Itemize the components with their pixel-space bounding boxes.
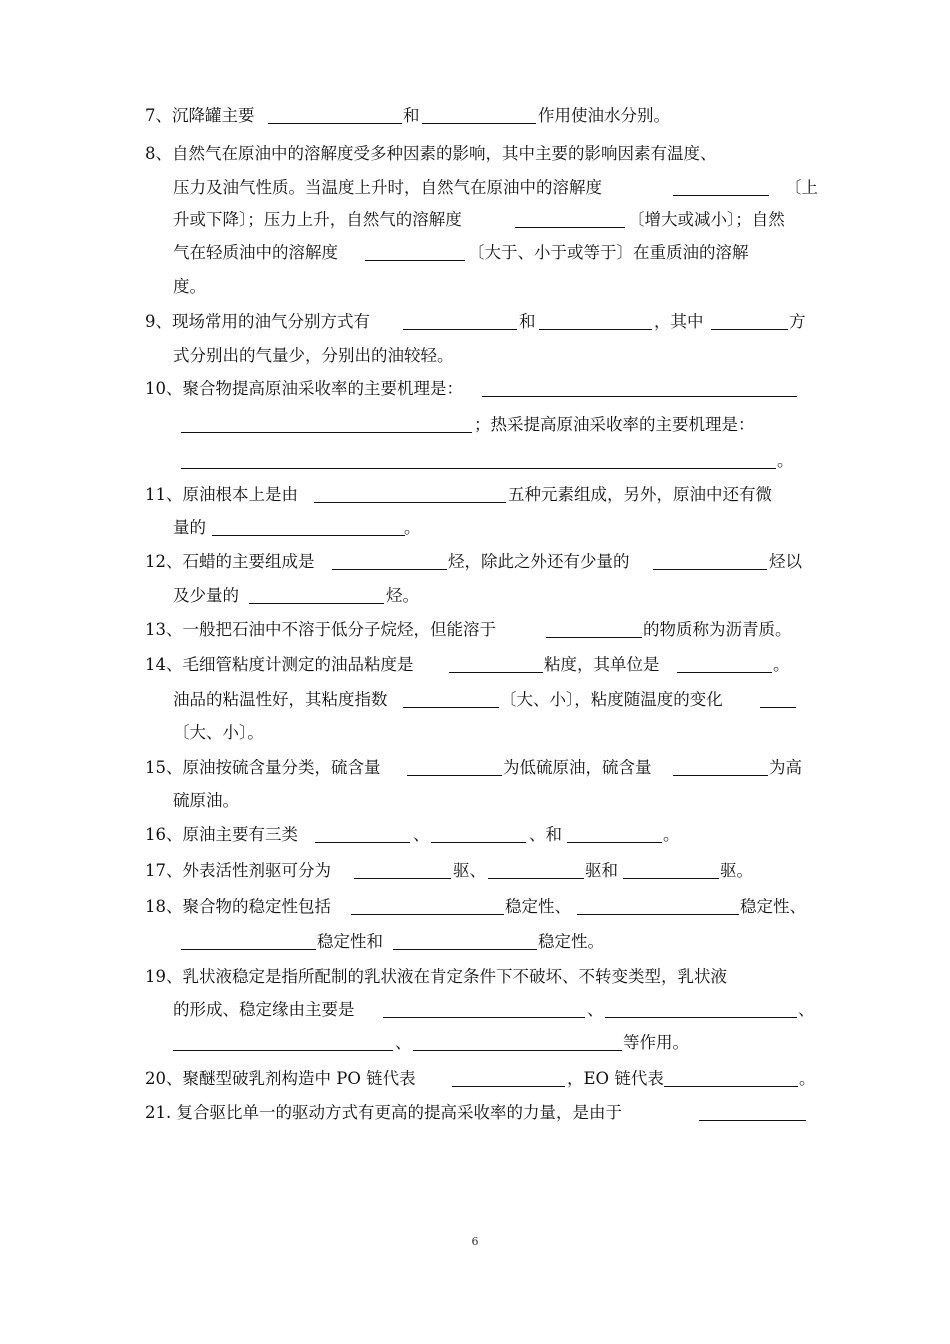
text-line: [0, 1028, 950, 1058]
answer-blank[interactable]: [403, 329, 517, 330]
answer-blank[interactable]: [422, 123, 536, 124]
answer-blank[interactable]: [383, 1017, 585, 1018]
text-line: [0, 1098, 950, 1128]
text-segment: 气在轻质油中的溶解度: [173, 243, 338, 262]
text-line: [0, 139, 950, 169]
text-segment: 式分别出的气量少，分别出的油较轻。: [173, 346, 454, 365]
text-segment: 稳定性、: [505, 897, 571, 916]
answer-blank[interactable]: [567, 842, 662, 843]
text-line: [0, 238, 950, 268]
text-segment: 稳定性。: [538, 932, 604, 951]
text-segment: 7、沉降罐主要: [145, 106, 255, 125]
text-line: [0, 101, 950, 131]
text-segment: 压力及油气性质。当温度上升时，自然气在原油中的溶解度: [173, 178, 602, 197]
text-line: [0, 307, 950, 337]
text-segment: 。: [799, 1069, 816, 1088]
text-segment: 。: [777, 451, 794, 470]
answer-blank[interactable]: [413, 1050, 622, 1051]
text-segment: 17、外表活性剂驱可分为: [145, 861, 331, 880]
answer-blank[interactable]: [249, 603, 384, 604]
text-line: [0, 685, 950, 715]
text-segment: 。: [404, 518, 421, 537]
text-line: [0, 856, 950, 886]
answer-blank[interactable]: [393, 949, 537, 950]
text-segment: 〔大于、小于或等于〕在重质油的溶解: [468, 243, 749, 262]
text-line: [0, 410, 950, 440]
text-segment: 、: [395, 1033, 412, 1052]
answer-blank[interactable]: [711, 329, 788, 330]
text-segment: 14、毛细管粘度计测定的油品粘度是: [145, 655, 414, 674]
text-segment: 16、原油主要有三类: [145, 825, 298, 844]
text-segment: 12、石蜡的主要组成是: [145, 552, 315, 571]
answer-blank[interactable]: [314, 502, 506, 503]
answer-blank[interactable]: [515, 227, 625, 228]
text-line: [0, 718, 950, 748]
text-segment: 等作用。: [623, 1033, 689, 1052]
text-segment: 20、聚醚型破乳剂构造中 PO 链代表: [145, 1069, 416, 1088]
text-segment: 。: [773, 655, 790, 674]
text-segment: 19、乳状液稳定是指所配制的乳状液在肯定条件下不破坏、不转变类型，乳状液: [145, 967, 727, 986]
text-line: [0, 615, 950, 645]
answer-blank[interactable]: [577, 914, 739, 915]
answer-blank[interactable]: [699, 1120, 806, 1121]
text-segment: 和: [403, 106, 420, 125]
text-segment: 、: [798, 1000, 815, 1019]
text-segment: 的形成、稳定缘由主要是: [173, 1000, 355, 1019]
text-segment: 、: [587, 1000, 604, 1019]
answer-blank[interactable]: [351, 914, 504, 915]
text-segment: ，EO 链代表: [567, 1069, 664, 1088]
text-line: [0, 446, 950, 476]
answer-blank[interactable]: [605, 1017, 797, 1018]
answer-blank[interactable]: [332, 569, 447, 570]
text-segment: 驱、: [453, 861, 486, 880]
text-line: [0, 753, 950, 783]
text-line: [0, 962, 950, 992]
text-segment: 驱。: [720, 861, 753, 880]
text-segment: 及少量的: [173, 586, 239, 605]
answer-blank[interactable]: [677, 672, 772, 673]
answer-blank[interactable]: [488, 878, 584, 879]
answer-blank[interactable]: [268, 123, 402, 124]
answer-blank[interactable]: [365, 260, 465, 261]
text-segment: 稳定性、: [740, 897, 806, 916]
text-line: [0, 272, 950, 302]
text-line: [0, 995, 950, 1025]
text-segment: 〔大、小〕，粘度随温度的变化: [500, 690, 723, 709]
text-segment: 稳定性和: [317, 932, 383, 951]
answer-blank[interactable]: [482, 396, 797, 397]
text-segment: 硫原油。: [173, 791, 239, 810]
text-segment: ；热采提高原油采收率的主要机理是：: [474, 415, 755, 434]
answer-blank[interactable]: [212, 535, 405, 536]
answer-blank[interactable]: [181, 949, 316, 950]
text-segment: 13、一般把石油中不溶于低分子烷烃，但能溶于: [145, 620, 496, 639]
text-segment: 。: [663, 825, 680, 844]
answer-blank[interactable]: [653, 569, 767, 570]
text-segment: 方: [789, 312, 806, 331]
answer-blank[interactable]: [173, 1050, 393, 1051]
text-segment: 和: [519, 312, 536, 331]
text-segment: 10、聚合物提高原油采收率的主要机理是：: [145, 379, 463, 398]
answer-blank[interactable]: [449, 672, 543, 673]
answer-blank[interactable]: [315, 842, 410, 843]
answer-blank[interactable]: [354, 878, 451, 879]
text-line: [0, 173, 950, 203]
text-line: [0, 820, 950, 850]
text-segment: 15、原油按硫含量分类，硫含量: [145, 758, 381, 777]
text-line: [0, 892, 950, 922]
answer-blank[interactable]: [403, 707, 499, 708]
page-number: 6: [471, 1235, 479, 1248]
text-segment: 度。: [173, 277, 206, 296]
answer-blank[interactable]: [623, 878, 719, 879]
answer-blank[interactable]: [760, 707, 796, 708]
answer-blank[interactable]: [452, 1086, 565, 1087]
text-segment: 的物质称为沥青质。: [643, 620, 792, 639]
text-segment: 为高: [769, 758, 802, 777]
text-line: [0, 581, 950, 611]
text-segment: 为低硫原油，硫含量: [503, 758, 652, 777]
text-line: [0, 513, 950, 543]
answer-blank[interactable]: [181, 468, 776, 469]
text-line: [0, 650, 950, 680]
text-line: [0, 374, 950, 404]
text-line: [0, 547, 950, 577]
answer-blank[interactable]: [673, 775, 768, 776]
text-segment: 8、自然气在原油中的溶解度受多种因素的影响，其中主要的影响因素有温度、: [145, 144, 717, 163]
text-segment: 〔增大或减小〕；自然: [628, 210, 785, 229]
text-line: [0, 927, 950, 957]
text-segment: 驱和: [585, 861, 618, 880]
answer-blank[interactable]: [181, 432, 472, 433]
text-segment: 作用使油水分别。: [538, 106, 670, 125]
text-line: [0, 480, 950, 510]
answer-blank[interactable]: [664, 1086, 798, 1087]
text-segment: 11、原油根本上是由: [145, 485, 298, 504]
text-segment: 9、现场常用的油气分别方式有: [145, 312, 370, 331]
text-segment: 烃。: [386, 586, 419, 605]
text-segment: 升或下降〕；压力上升，自然气的溶解度: [173, 210, 462, 229]
text-line: [0, 1064, 950, 1094]
text-segment: 、: [413, 825, 430, 844]
answer-blank[interactable]: [407, 775, 502, 776]
text-segment: 〔上: [785, 178, 818, 197]
text-line: [0, 205, 950, 235]
text-segment: 量的: [173, 518, 206, 537]
text-line: [0, 341, 950, 371]
answer-blank[interactable]: [673, 195, 769, 196]
text-segment: 〔大、小〕。: [173, 723, 264, 742]
text-segment: ，其中: [654, 312, 704, 331]
text-segment: 五种元素组成，另外，原油中还有微: [508, 485, 772, 504]
text-line: [0, 786, 950, 816]
answer-blank[interactable]: [539, 329, 652, 330]
text-segment: 油品的粘温性好，其粘度指数: [173, 690, 388, 709]
text-segment: 烃以: [769, 552, 802, 571]
answer-blank[interactable]: [431, 842, 526, 843]
answer-blank[interactable]: [546, 637, 642, 638]
text-segment: 、和: [529, 825, 562, 844]
text-segment: 18、聚合物的稳定性包括: [145, 897, 331, 916]
text-segment: 烃，除此之外还有少量的: [448, 552, 630, 571]
text-segment: 21. 复合驱比单一的驱动方式有更高的提高采收率的力量，是由于: [145, 1103, 622, 1122]
text-segment: 粘度，其单位是: [544, 655, 660, 674]
